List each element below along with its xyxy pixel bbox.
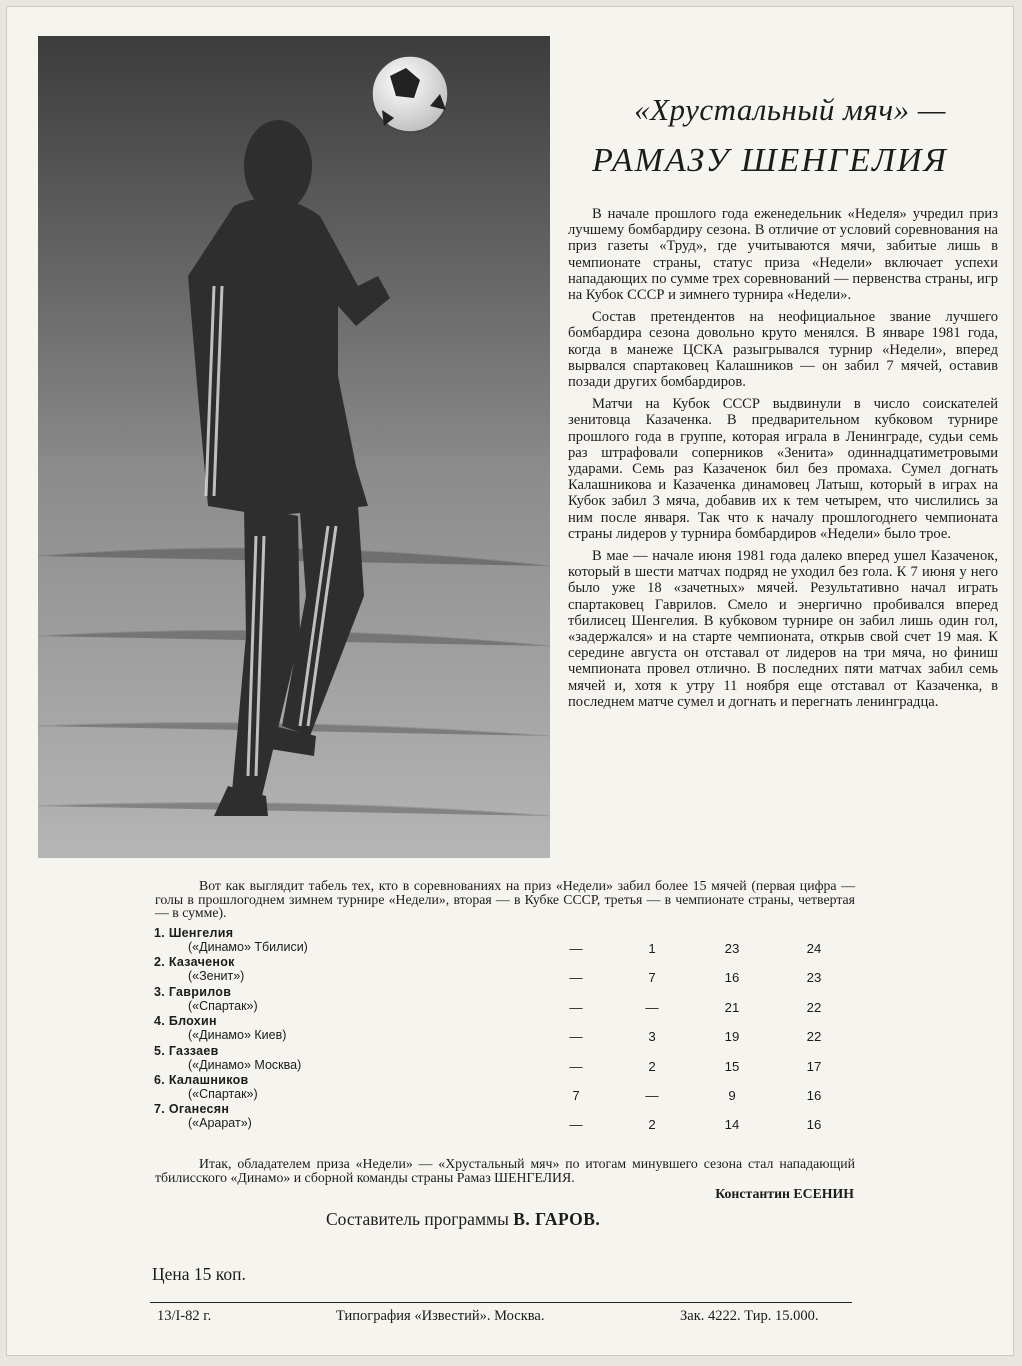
footer-order: Зак. 4222. Тир. 15.000. [680,1308,819,1324]
article-paragraph: В начале прошлого года еженедельник «Неделя» учредил приз лучшему бомбардиру сезона. В отличие от условий соревнования на приз газеты «Труд», где учитываются мячи, забитые лишь в чемпионате страны, статус приза «Недели» включает успехи нападающих по сумме трех соревнований — первенства страны, игр на Кубок СССР и зимнего турнира «Недели». [568,206,998,304]
scorer-name: 4. Блохин [154,1014,217,1029]
scorer-name: 2. Казаченок [154,955,235,970]
total-goals: 22 [806,999,822,1015]
article-paragraph: В мае — начале июня 1981 года далеко вперед ушел Казаченок, который в шести матчах подряд не уходил без гола. К 7 июня у него было уже 18 «зачетных» мячей. Результативно начал играть спартаковец Гаврилов. Смело и энергично пробивался вперед тбилисец Шенгелия. В кубковом турнире он забил лишь один гол, «задержался» и на старте чемпионата, открыв свой счет 19 мая. К середине августа он отставал от лидеров на три мяча, но финиш чемпионата провел отлично. В последних пяти матчах забил семь мячей и, хотя к утру 11 ноября еще отставал от Казаченка, в последнем матче сумел и догнать и перегнать ленинградца. [568,548,998,710]
cup-goals: 2 [648,1117,656,1133]
headline-line-2: РАМАЗУ ШЕНГЕЛИЯ [592,142,948,179]
scorer-name: 3. Гаврилов [154,984,232,999]
scorer-club: («Динамо» Киев) [188,1028,287,1043]
author-signature: Константин ЕСЕНИН [715,1186,854,1201]
scorer-name: 5. Газзаев [154,1043,219,1058]
article-body [568,206,998,716]
scorer-club: («Динамо» Москва) [188,1057,302,1072]
league-goals: 16 [724,970,740,986]
winter-goals: — [569,1058,583,1074]
scorer-club: («Спартак») [188,1086,258,1101]
league-goals: 14 [724,1117,740,1133]
league-goals: 21 [724,999,740,1015]
footer-printer: Типография «Известий». Москва. [336,1308,545,1324]
winter-goals: — [569,941,583,956]
scorers-table [154,926,854,1132]
composer-name: В. ГАРОВ. [513,1209,601,1229]
cup-goals: — [645,1087,659,1103]
winter-goals: — [569,999,583,1015]
article-paragraph: Состав претендентов на неофициальное звание лучшего бомбардира сезона довольно круто менялся. В январе 1981 года, когда в манеже ЦСКА разыгрывался турнир «Недели», вперед вырвался спартаковец Калашников — он забил 7 мячей, оставив позади других бомбардиров. [568,309,998,391]
table-intro: Вот как выглядит табель тех, кто в соревнованиях на приз «Недели» забил более 15 мячей (первая цифра — голы в прошлогоднем зимнем турнире «Недели», вторая — в Кубке СССР, третья — в чемпионате страны, четвертая — в сумме). [155,878,855,921]
total-goals: 23 [806,970,822,986]
player-photo [38,36,550,858]
article-headline [560,92,980,180]
cup-goals: — [645,999,659,1015]
total-goals: 24 [806,941,822,956]
headline-line-1: «Хрустальный мяч» — [634,92,946,127]
footer-date: 13/I-82 г. [157,1308,212,1324]
winter-goals: 7 [572,1087,580,1103]
league-goals: 9 [728,1087,736,1103]
table-row [154,985,854,1014]
table-row [154,926,854,955]
footer-divider [150,1302,852,1303]
cup-goals: 2 [648,1058,656,1074]
winter-goals: — [569,970,583,986]
total-goals: 22 [806,1029,822,1045]
article-paragraph: Матчи на Кубок СССР выдвинули в число соискателей зенитовца Казаченка. В предварительном кубковом турнире прошлого года в группе, которая играла в Ленинграде, судьи семь раз штрафовали соперников «Зенита» одиннадцатиметровыми ударами. Семь раз Казаченок бил без промаха. Сумел догнать Калашникова и Казаченка динамовец Латыш, который в играх на Кубок забил 3 мяча, добавив их к тем четырем, что числились за ним после января. Так что к началу прошлогоднего чемпионата страны лидеров у турнира бомбардиров «Недели» было трое. [568,396,998,542]
table-row [154,1102,854,1131]
league-goals: 23 [724,941,740,956]
article-conclusion: Итак, обладателем приза «Недели» — «Хрустальный мяч» по итогам минувшего сезона стал нападающий тбилисского «Динамо» и сборной команды страны Рамаз ШЕНГЕЛИЯ. [155,1156,855,1185]
winter-goals: — [569,1029,583,1045]
scorer-name: 1. Шенгелия [154,926,234,940]
scorer-club: («Зенит») [188,969,245,984]
scorer-club: («Динамо» Тбилиси) [188,940,308,954]
winter-goals: — [569,1117,583,1133]
price-label: Цена 15 коп. [152,1264,246,1284]
table-row [154,955,854,984]
cup-goals: 7 [648,970,656,986]
table-row [154,1073,854,1102]
program-composer [326,1209,600,1230]
composer-label: Составитель программы [326,1209,509,1229]
scorer-club: («Арарат») [188,1116,252,1131]
table-row [154,1014,854,1043]
scorer-club: («Спартак») [188,998,258,1013]
scorer-name: 7. Оганесян [154,1102,230,1117]
cup-goals: 3 [648,1029,656,1045]
player-photo-image [38,36,550,858]
league-goals: 19 [724,1029,740,1045]
total-goals: 17 [806,1058,822,1074]
league-goals: 15 [724,1058,740,1074]
total-goals: 16 [806,1087,822,1103]
scorer-name: 6. Калашников [154,1072,249,1087]
table-row [154,1044,854,1073]
total-goals: 16 [806,1117,822,1133]
cup-goals: 1 [648,941,656,956]
